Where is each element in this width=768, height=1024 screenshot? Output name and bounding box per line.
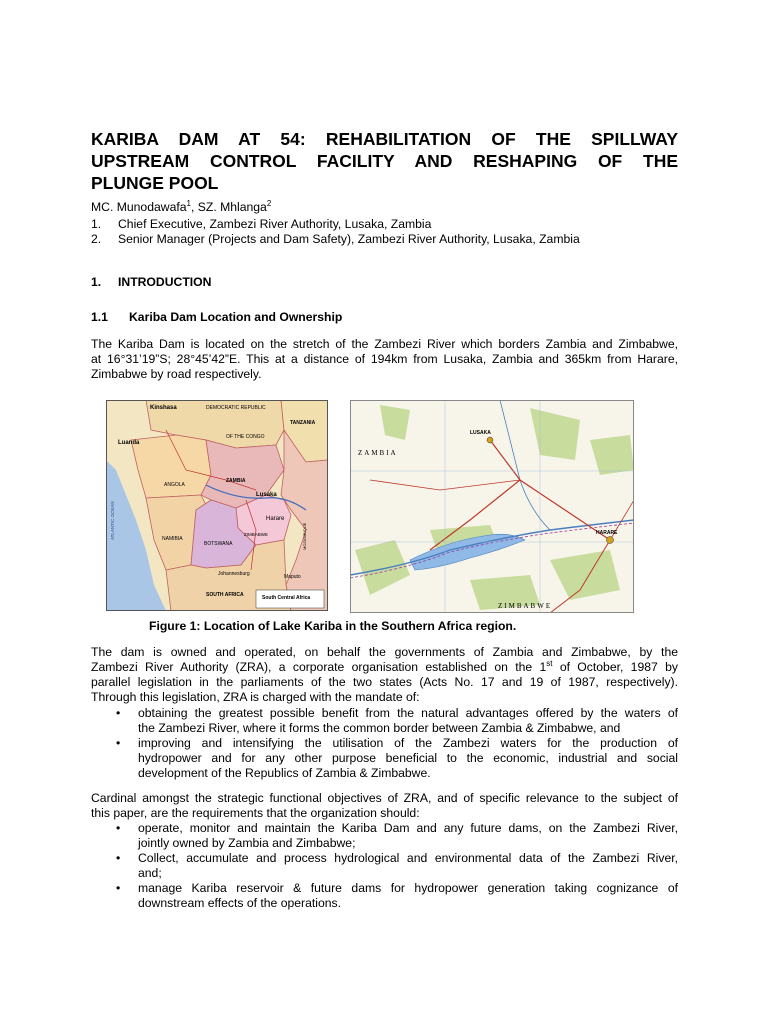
map-label-harare: Harare bbox=[266, 516, 285, 522]
bullet-icon: • bbox=[116, 881, 121, 895]
map-label-botswana: BOTSWANA bbox=[204, 541, 233, 547]
harare-marker bbox=[607, 537, 614, 544]
subsection-heading: 1.1 Kariba Dam Location and Ownership bbox=[91, 310, 343, 324]
bullet-icon: • bbox=[116, 821, 121, 835]
author-separator: , SZ. Mhlanga bbox=[190, 200, 267, 214]
figure-caption: Figure 1: Location of Lake Kariba in the Southern Africa region. bbox=[149, 619, 517, 633]
map-label-johannesburg: Johannesburg bbox=[218, 571, 250, 577]
map-label-south-africa: SOUTH AFRICA bbox=[206, 592, 244, 598]
title-line: PLUNGE POOL bbox=[91, 173, 219, 193]
map-label-harare-right: HARARE bbox=[596, 530, 618, 536]
map-label-drc: DEMOCRATIC REPUBLIC bbox=[206, 405, 266, 411]
map-label-lusaka-right: LUSAKA bbox=[470, 430, 491, 436]
map-label-angola: ANGOLA bbox=[164, 482, 185, 488]
map-label-mozambique: MOZAMBIQUE bbox=[302, 522, 307, 550]
paragraph-objectives: Cardinal amongst the strategic functional objectives of ZRA, and of specific relevance to the subject of this paper, are the requirements that the organization should: bbox=[91, 791, 678, 820]
affiliation-2: 2. Senior Manager (Projects and Dam Safety), Zambezi River Authority, Lusaka, Zambia bbox=[91, 232, 580, 246]
title-line: UPSTREAM CONTROL FACILITY AND RESHAPING OF THE bbox=[91, 151, 678, 171]
kariba-area-map bbox=[350, 400, 634, 613]
paragraph-ownership: The dam is owned and operated, on behalf the governments of Zambia and Zimbabwe, by the Zambezi River Authority (ZRA), a corporate organisation established on the 1st of October, 1987 by parallel legislation in the parliaments of the two states (Acts No. 17 and 19 of 1987, respectively). Through this legislation, ZRA is charged with the mandate of: bbox=[91, 645, 678, 704]
map-label-maputo: Maputo bbox=[284, 574, 301, 580]
paragraph-location: The Kariba Dam is located on the stretch of the Zambezi River which borders Zambia and Zimbabwe, at 16°31’19”S; 28°45’42”E. This at a distance of 194km from Lusaka, Zambia and 365km from Harare, Zimbabwe by road respectively. bbox=[91, 337, 678, 381]
map-label-namibia: NAMIBIA bbox=[162, 536, 183, 542]
map-label-zambia: ZAMBIA bbox=[226, 478, 246, 484]
affiliation-1: 1. Chief Executive, Zambezi River Authority, Lusaka, Zambia bbox=[91, 217, 432, 231]
map-label-lusaka: Lusaka bbox=[256, 492, 277, 498]
author-2-affil-mark: 2 bbox=[266, 198, 272, 208]
bullet-icon: • bbox=[116, 706, 121, 720]
title-line: KARIBA DAM AT 54: REHABILITATION OF THE SPILLWAY bbox=[91, 129, 678, 149]
map-label-luanda: Luanda bbox=[118, 440, 140, 446]
map-label-zambia-right: ZAMBIA bbox=[358, 449, 398, 457]
map-label-zimbabwe-right: ZIMBABWE bbox=[498, 602, 553, 610]
author-1-affil-mark: 1 bbox=[186, 198, 191, 208]
map-label-kinshasa: Kinshasa bbox=[150, 405, 177, 411]
bullet-icon: • bbox=[116, 736, 121, 750]
bullet-icon: • bbox=[116, 851, 121, 865]
author-line bbox=[91, 200, 271, 215]
map-label-congo: OF THE CONGO bbox=[226, 434, 265, 440]
paper-title bbox=[91, 128, 678, 194]
map-legend-title: South Central Africa bbox=[262, 595, 311, 601]
lusaka-marker bbox=[487, 437, 493, 443]
map-label-zimbabwe: ZIMBABWE bbox=[244, 532, 269, 537]
section-heading: 1. INTRODUCTION bbox=[91, 275, 212, 289]
regional-map bbox=[106, 400, 328, 611]
map-label-atlantic: ATLANTIC OCEAN bbox=[110, 501, 115, 540]
author-1: MC. Munodawafa bbox=[91, 200, 187, 214]
map-label-tanzania: TANZANIA bbox=[290, 420, 316, 426]
